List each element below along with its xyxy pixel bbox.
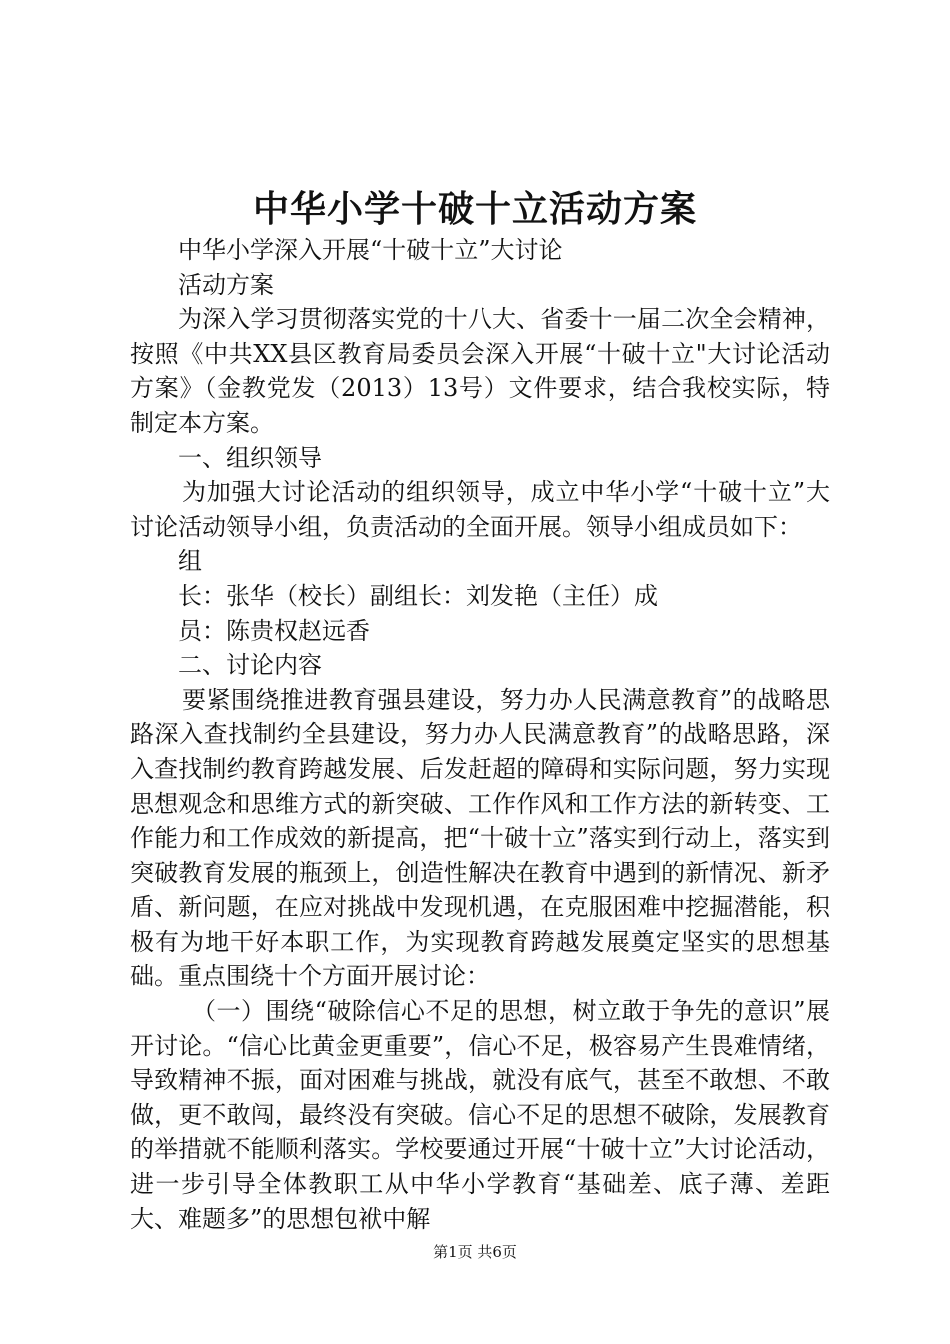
paragraph-organization: 为加强大讨论活动的组织领导，成立中华小学“十破十立”大讨论活动领导小组，负责活动的全面开展。领导小组成员如下： <box>130 478 830 541</box>
paragraph-subtitle-line2: 活动方案 <box>178 270 274 299</box>
page-footer: 第1页 共6页 <box>433 1243 517 1261</box>
section-heading-organization: 一、组织领导 <box>178 443 322 472</box>
paragraph-group-line2: 长：张华（校长）副组长：刘发艳（主任）成 <box>178 581 658 610</box>
document-body <box>130 233 830 1236</box>
section-heading-content: 二、讨论内容 <box>178 651 322 680</box>
paragraph-group-line3: 员：陈贵权赵远香 <box>178 616 370 645</box>
paragraph-subtitle-line1: 中华小学深入开展“十破十立”大讨论 <box>178 236 563 264</box>
paragraph-item-one: （一）围绕“破除信心不足的思想，树立敢于争先的意识”展开讨论。“信心比黄金更重要”，信心不足，极容易产生畏难情绪，导致精神不振，面对困难与挑战，就没有底气，甚至不敢想、不敢做，更不敢闯，最终没有突破。信心不足的思想不破除，发展教育的举措就不能顺利落实。学校要通过开展“十破十立”大讨论活动，进一步引导全体教职工从中华小学教育“基础差、底子薄、差距大、难题多”的思想包袱中解 <box>130 997 830 1233</box>
paragraph-group-line1: 组 <box>178 547 202 576</box>
paragraph-content: 要紧围绕推进教育强县建设，努力办人民满意教育”的战略思路深入查找制约全县建设，努力办人民满意教育”的战略思路，深入查找制约教育跨越发展、后发赶超的障碍和实际问题，努力实现思想观念和思维方式的新突破、工作作风和工作方法的新转变、工作能力和工作成效的新提高，把“十破十立”落实到行动上，落实到突破教育发展的瓶颈上，创造性解决在教育中遇到的新情况、新矛盾、新问题，在应对挑战中发现机遇，在克服困难中挖掘潜能，积极有为地干好本职工作，为实现教育跨越发展奠定坚实的思想基础。重点围绕十个方面开展讨论： <box>130 685 830 991</box>
document-title: 中华小学十破十立活动方案 <box>252 188 697 230</box>
paragraph-intro: 为深入学习贯彻落实党的十八大、省委十一届二次全会精神，按照《中共XX县区教育局委员会深入开展“十破十立"大讨论活动方案》（金教党发（2013）13号）文件要求，结合我校实际，特制定本方案。 <box>130 305 830 437</box>
